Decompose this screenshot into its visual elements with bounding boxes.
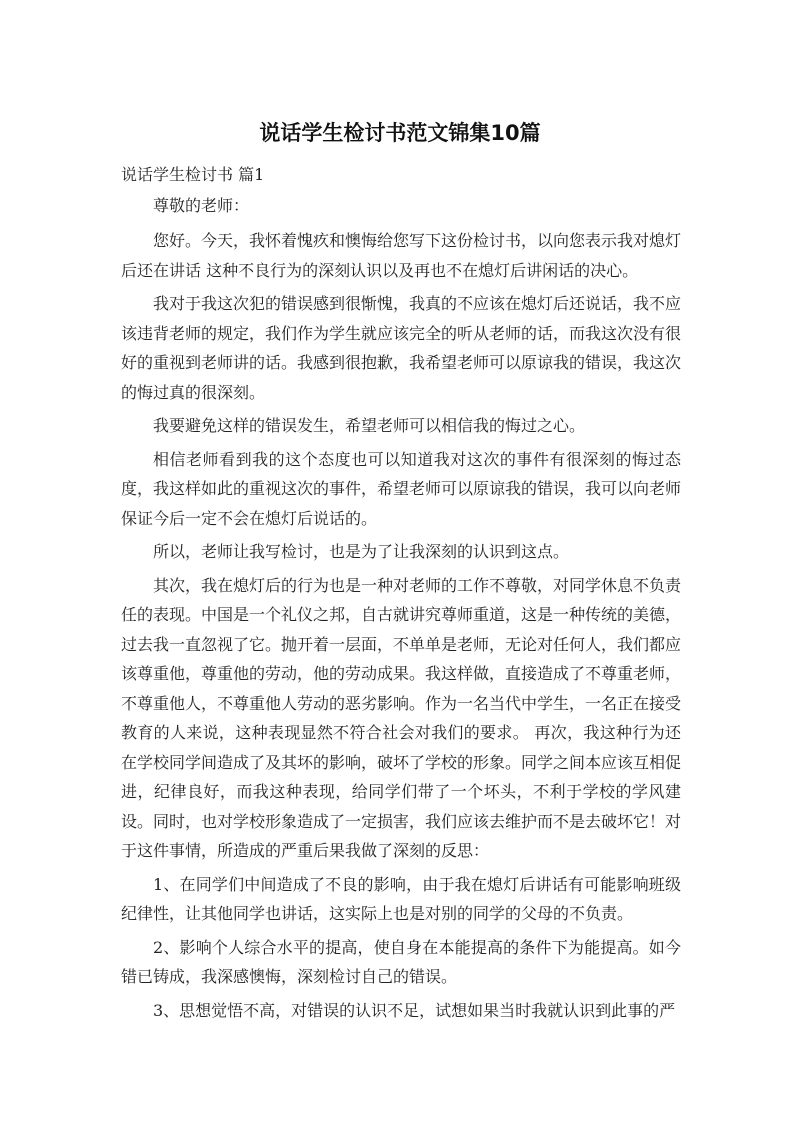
paragraph-point-1: 1、在同学们中间造成了不良的影响，由于我在熄灯后讲话有可能影响班级纪律性，让其他同学也讲话，这实际上也是对别的同学的父母的不负责。	[121, 874, 681, 923]
section-subtitle: 说话学生检讨书 篇1	[121, 165, 265, 184]
paragraph-apology: 我对于我这次犯的错误感到很惭愧，我真的不应该在熄灯后还说话，我不应该违背老师的规定，我们作为学生就应该完全的听从老师的话，而我这次没有很好的重视到老师讲的话。我感到很抱歉，我希望老师可以原谅我的错误，我这次的悔过真的很深刻。	[121, 294, 682, 402]
document-body	[121, 161, 681, 1029]
salutation: 尊敬的老师：	[153, 196, 250, 215]
paragraph-point-2: 2、影响个人综合水平的提高，使自身在本能提高的条件下为能提高。如今错已铸成，我深感懊悔，深刻检讨自己的错误。	[121, 937, 681, 986]
paragraph-attitude: 相信老师看到我的这个态度也可以知道我对这次的事件有很深刻的悔过态度，我这样如此的重视这次的事件，希望老师可以原谅我的错误，我可以向老师保证今后一定不会在熄灯后说话的。	[121, 449, 682, 528]
paragraph-greeting: 您好。今天，我怀着愧疚和懊悔给您写下这份检讨书，以向您表示我对熄灯后还在讲话 这种不良行为的深刻认识以及再也不在熄灯后讲闲话的决心。	[121, 231, 682, 280]
paragraph-avoid-error: 我要避免这样的错误发生，希望老师可以相信我的悔过之心。	[153, 416, 586, 435]
paragraph-point-3: 3、思想觉悟不高，对错误的认识不足，试想如果当时我就认识到此事的严	[153, 1000, 676, 1020]
document-title: 说话学生检讨书范文锦集10篇	[259, 121, 541, 145]
paragraph-reflection: 其次，我在熄灯后的行为也是一种对老师的工作不尊敬，对同学休息不负责任的表现。中国是一个礼仪之邦，自古就讲究尊师重道，这是一种传统的美德，过去我一直忽视了它。抛开着一层面，不单单是老师，无论对任何人，我们都应该尊重他，尊重他的劳动，他的劳动成果。我这样做，直接造成了不尊重老师，不尊重他人，不尊重他人劳动的恶劣影响。作为一名当代中学生，一名正在接受教育的人来说，这种表现显然不符合社会对我们的要求。 再次，我这种行为还在学校同学间造成了及其坏的影响，破坏了学校的形象。同学之间本应该互相促进，纪律良好，而我这种表现，给同学们带了一个坏头，不利于学校的学风建设。同时，也对学校形象造成了一定损害，我们应该去维护而不是去破坏它！对于这件事情，所造成的严重后果我做了深刻的反思：	[121, 575, 682, 860]
paragraph-reason: 所以，老师让我写检讨，也是为了让我深刻的认识到这点。	[153, 542, 570, 561]
